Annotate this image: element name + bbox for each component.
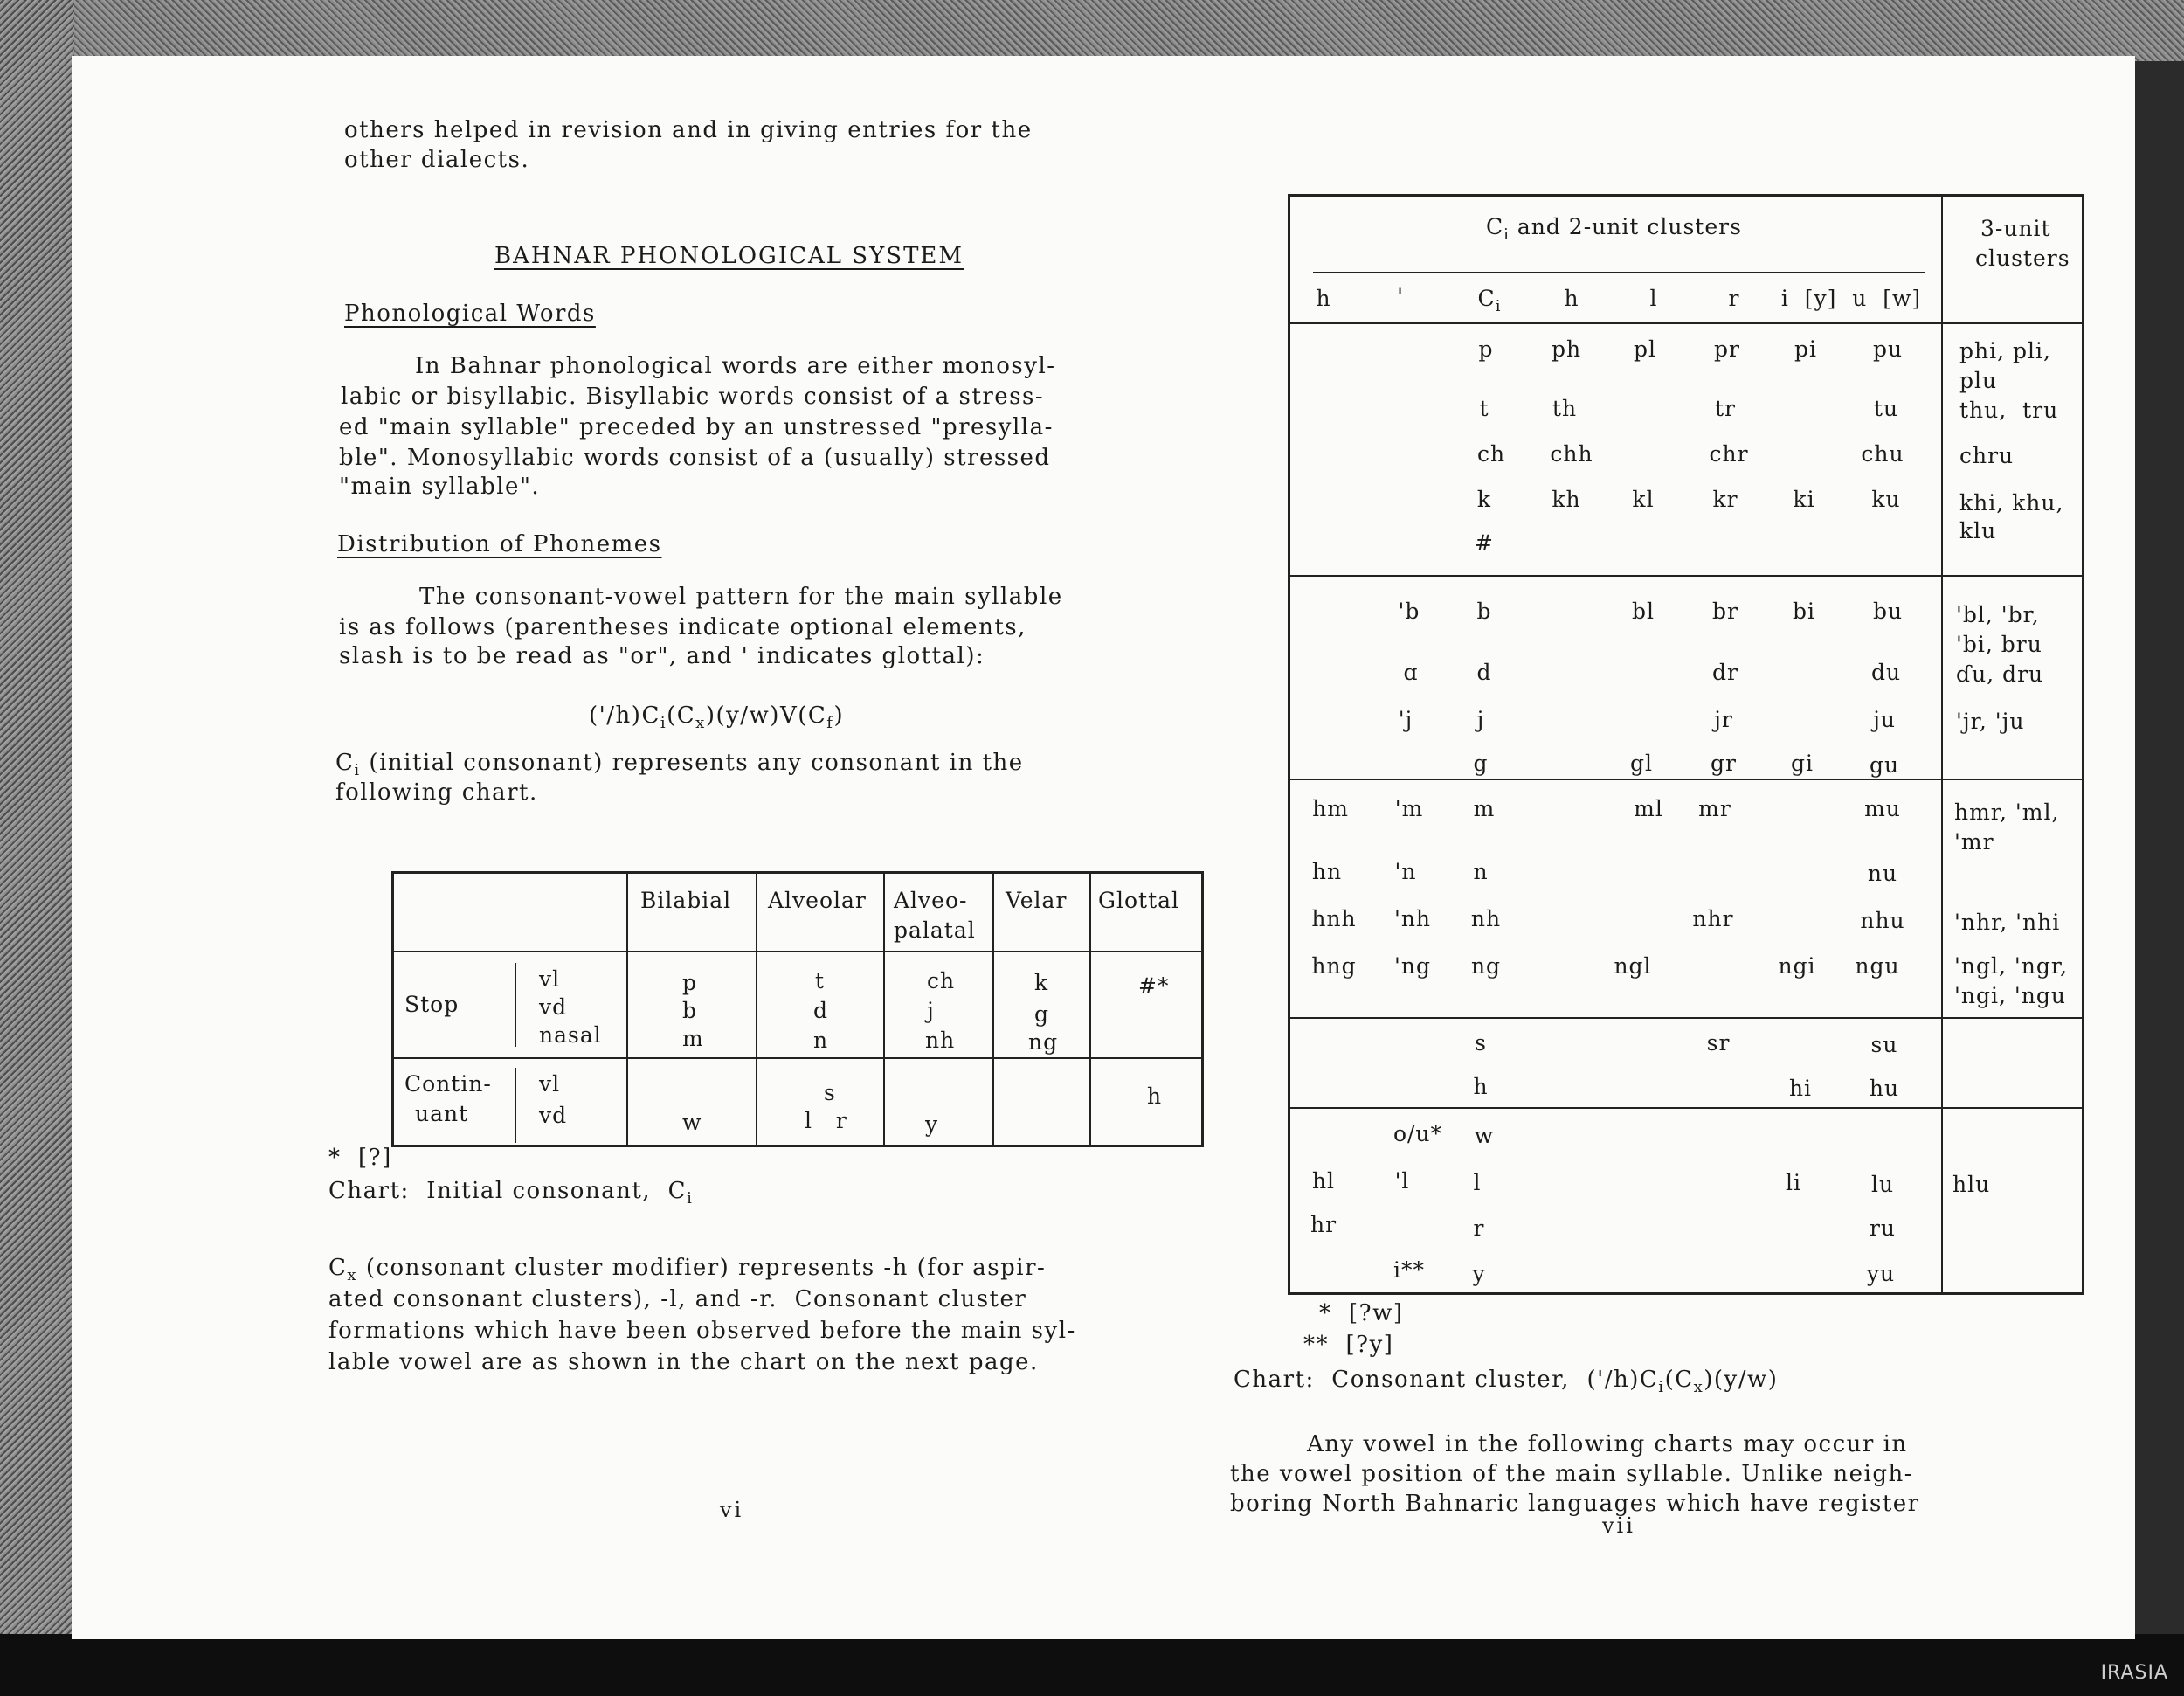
cell: k [1034,970,1049,995]
subheader-glottal: ' [1397,284,1404,309]
cell: #* [1138,973,1170,999]
phonological-words-heading: Phonological Words [344,301,596,327]
ci-definition-line-1: $C_i$ (initial consonant) represents any consonant in the [335,750,1024,780]
cell: ngu [1855,953,1900,979]
cell: ch [1476,441,1506,467]
cell: w [682,1110,702,1135]
cell: ki [1793,487,1815,512]
cell: lu [1870,1172,1895,1197]
footnote-y: ** [?y] [1303,1332,1394,1358]
cell: ng [1028,1029,1059,1055]
cell: t [815,968,826,993]
vowel-line-3: boring North Bahnaric languages which have register [1230,1491,1920,1517]
cell: hmr, 'ml, [1954,800,2060,825]
cell: chru [1959,443,2015,468]
cell: pi [1794,336,1817,362]
sub-vl: vl [539,1071,561,1097]
cell: gi [1791,751,1814,776]
cell: o/u* [1393,1121,1443,1146]
subheader-ci: $C_i$ [1477,286,1502,315]
cell: pl [1634,336,1656,362]
scan-border-top [0,0,2184,61]
cell: khi, khu, [1959,490,2064,516]
col-alveopalatal-1: Alveo- [894,888,968,913]
cell: ch [927,968,956,993]
dist-line-3: slash is to be read as "or", and ' indicates glottal): [339,643,985,669]
cell: t [1479,396,1489,421]
cell: mr [1698,796,1731,821]
cell: ɗu, dru [1956,661,2044,687]
cell: gr [1711,751,1737,776]
cell: nhr [1692,906,1734,931]
cell: 'ngl, 'ngr, [1954,953,2068,979]
cell: j [1476,707,1485,732]
initial-consonant-table [391,871,1204,1147]
cell: ɑ [1403,660,1419,685]
cell: 'm [1394,796,1424,821]
cell: hn [1311,859,1343,884]
cell: l r [805,1108,847,1133]
pw-line-5: "main syllable". [339,474,541,500]
cell: m [1473,796,1496,821]
cell: w [1474,1123,1495,1148]
cell: bi [1793,599,1815,624]
cell: pr [1714,336,1740,362]
cell: tr [1715,396,1736,421]
cell: ngl [1614,953,1652,979]
cell: n [813,1028,829,1053]
pw-line-3: ed "main syllable" preceded by an unstressed "presylla- [339,414,1054,440]
cell: ng [1470,953,1502,979]
cell: dr [1712,660,1738,685]
cell: nh [1470,906,1502,931]
dist-line-1: The consonant-vowel pattern for the main syllable [419,584,1063,610]
subheader-l: l [1649,286,1658,311]
cell: 'n [1394,859,1417,884]
cell: kh [1552,487,1581,512]
cell: hnh [1311,906,1357,931]
col-velar: Velar [1006,888,1068,913]
watermark: IRASIA [2100,1662,2168,1684]
cell: 'ng [1394,953,1431,979]
cell: ngi [1778,953,1816,979]
sub-vl: vl [539,966,561,992]
cell: pu [1872,336,1904,362]
subheader-r: r [1728,286,1740,311]
subheader-iyuw: i [y] u [w] [1780,286,1922,311]
distribution-heading: Distribution of Phonemes [337,531,662,557]
cell: hu [1869,1076,1900,1101]
sub-vd: vd [539,1103,568,1128]
col-bilabial: Bilabial [640,888,732,913]
page-number-right: vii [1602,1513,1635,1538]
cell: 'b [1398,599,1420,624]
cell: su [1870,1032,1898,1057]
cell: 'nh [1393,906,1432,931]
pw-line-1: In Bahnar phonological words are either monosyl- [415,353,1056,379]
cell: klu [1959,518,1997,543]
cell: p [682,970,698,995]
row-continuant-1: Contin- [404,1071,492,1097]
cell: 'j [1398,707,1413,732]
col-alveolar: Alveolar [768,888,867,913]
cell: plu [1959,368,1998,393]
chart-caption-cluster: Chart: Consonant cluster, $('/h)C_i(C_x)(y/w)$ [1234,1367,1779,1397]
cell: nu [1867,861,1898,886]
header-3unit-1: 3-unit [1980,216,2051,241]
cell: yu [1866,1261,1896,1286]
cell: # [1475,530,1494,556]
document-page [72,56,2135,1639]
cell: hi [1788,1076,1813,1101]
cell: h [1473,1074,1489,1099]
cell: bl [1632,599,1655,624]
cell: chh [1550,441,1593,467]
footnote-w: * [?w] [1319,1300,1404,1326]
col-glottal: Glottal [1098,888,1180,913]
ci-definition-line-2: following chart. [335,779,538,806]
scan-border-left [0,0,74,1696]
cell: br [1712,599,1738,624]
row-stop: Stop [404,992,460,1017]
cell: kl [1632,487,1655,512]
cell: p [1478,336,1494,362]
cell: hl [1311,1168,1336,1194]
cell: j [927,998,935,1023]
cell: g [1473,751,1489,776]
section-title: BAHNAR PHONOLOGICAL SYSTEM [494,243,964,269]
row-continuant-2: uant [415,1101,469,1126]
header-2unit: $C_i$ and 2-unit clusters [1486,214,1742,244]
cell: ml [1634,796,1663,821]
cell: chu [1861,441,1904,467]
subheader-h: h [1316,286,1331,311]
cell: l [1473,1170,1482,1195]
cell: jr [1714,707,1733,732]
cell: thu, tru [1959,398,2059,423]
cell: mu [1864,796,1901,821]
cell: s [1475,1030,1487,1056]
cell: i** [1393,1257,1425,1283]
cell: nhu [1860,908,1905,933]
intro-line-2: other dialects. [344,147,530,173]
cell: bu [1872,599,1904,624]
cell: y [925,1111,939,1137]
cell: hng [1311,953,1357,979]
cell: b [1476,599,1492,624]
page-number-left: vi [720,1498,744,1522]
dist-line-2: is as follows (parentheses indicate optional elements, [339,614,1026,640]
cell: 'bl, 'br, [1956,602,2040,627]
cell: chr [1709,441,1749,467]
cell: ju [1873,707,1896,732]
cell: s [824,1080,836,1105]
cell: d [1476,660,1492,685]
cell: ph [1551,336,1582,362]
footnote-glottal: * [?] [328,1145,392,1171]
vowel-line-1: Any vowel in the following charts may occur in [1307,1431,1908,1457]
cell: ku [1871,487,1901,512]
cell: li [1786,1170,1801,1195]
sub-nasal: nasal [539,1022,602,1048]
cell: hlu [1952,1172,1991,1197]
cell: phi, pli, [1959,338,2051,363]
cx-line-2: ated consonant clusters), -l, and -r. Consonant cluster [328,1286,1027,1312]
cell: b [682,998,698,1023]
cx-line-4: lable vowel are as shown in the chart on the next page. [328,1349,1039,1375]
cell: hr [1310,1212,1337,1237]
cell: 'l [1394,1168,1410,1194]
cell: y [1472,1261,1486,1286]
chart-caption-initial: Chart: Initial consonant, $C_i$ [328,1178,694,1208]
cell: sr [1706,1030,1731,1056]
cell: gu [1869,752,1900,778]
cell: nh [925,1028,956,1053]
cx-line-3: formations which have been observed before the main syl- [328,1318,1076,1344]
cell: 'ngi, 'ngu [1954,983,2066,1008]
cell: g [1034,1001,1050,1027]
intro-line-1: others helped in revision and in giving entries for the [344,117,1033,143]
pw-line-4: ble". Monosyllabic words consist of a (usually) stressed [339,445,1051,471]
cell: tu [1873,396,1899,421]
cell: 'jr, 'ju [1956,709,2025,734]
cell: th [1552,396,1578,421]
cell: 'bi, bru [1956,632,2042,657]
cell: du [1870,660,1902,685]
cell: ru [1869,1215,1897,1241]
scan-border-bottom [0,1634,2184,1696]
col-alveopalatal-2: palatal [894,917,976,943]
vowel-line-2: the vowel position of the main syllable. Unlike neigh- [1230,1461,1914,1487]
syllable-formula: $('/h)C_i(C_x)(y/w)V(C_f)$ [589,703,845,733]
cell: r [1473,1215,1485,1241]
cell: d [813,998,829,1023]
cx-line-1: $C_x$ (consonant cluster modifier) represents -h (for aspir- [328,1255,1047,1285]
cell: 'nhr, 'nhi [1954,910,2061,935]
pw-line-2: labic or bisyllabic. Bisyllabic words consist of a stress- [341,384,1045,410]
consonant-cluster-table [1288,194,2084,1295]
cell: kr [1712,487,1738,512]
cell: hm [1312,796,1349,821]
cell: h [1147,1083,1163,1109]
cell: k [1476,487,1492,512]
sub-vd: vd [539,994,568,1020]
cell: 'mr [1954,829,1994,855]
cell: n [1473,859,1489,884]
subheader-h2: h [1564,286,1579,311]
cell: m [682,1026,704,1051]
cell: gl [1630,751,1653,776]
header-3unit-2: clusters [1975,246,2070,271]
